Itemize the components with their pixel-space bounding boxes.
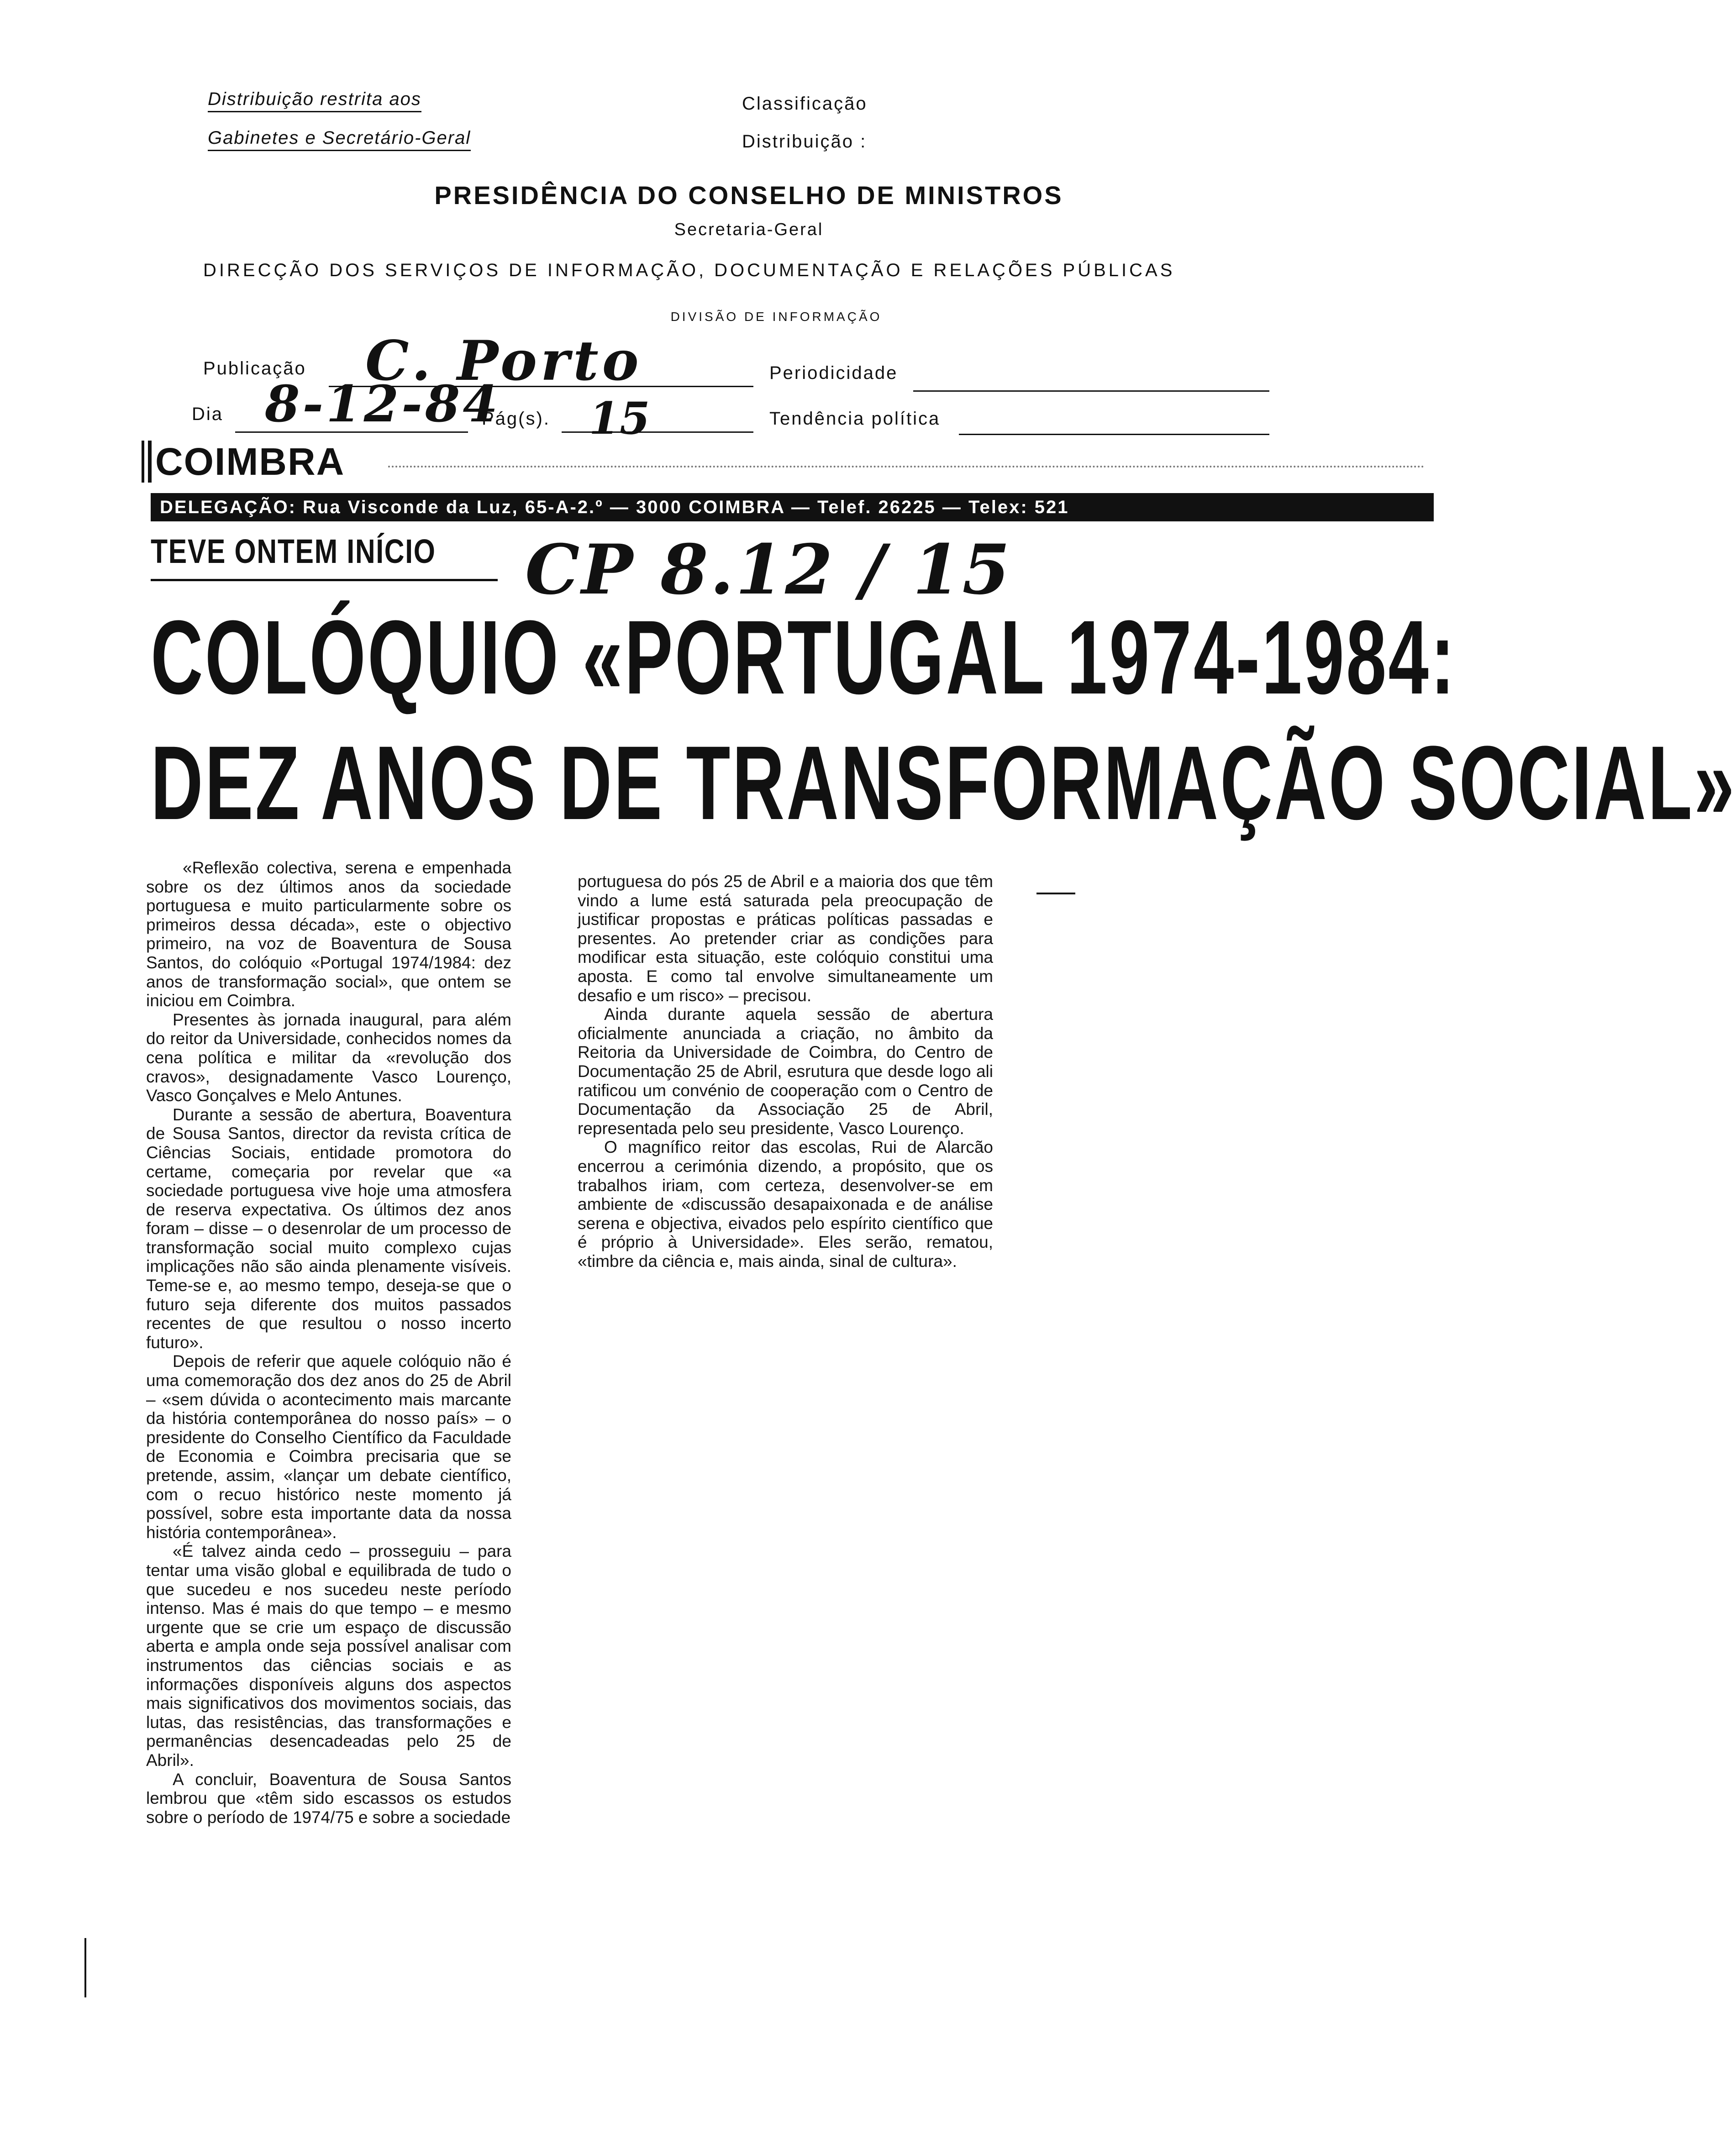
delegacao-bar: DELEGAÇÃO: Rua Visconde da Luz, 65-A-2.º — 3000 COIMBRA — Telef. 26225 — Telex: 521 <box>151 493 1434 521</box>
distribution-restricted-line1: Distribuição restrita aos <box>208 89 421 110</box>
headline-line2: DEZ ANOS DE TRANSFORMAÇÃO SOCIAL» <box>151 724 1736 841</box>
handwritten-reference: CP 8.12 / 15 <box>525 530 1012 610</box>
paragraph: Durante a sessão de abertura, Boaventura de Sousa Santos, director da revista crítica de Ciências Sociais, entidade promotora do certame, começaria por revelar que «a sociedade portuguesa vive hoje uma atmosfera de reserva expectativa. Os últimos dez anos foram – disse – o desenrolar de um processo de transformação social muito complexo cujas implicações não são ainda plenamente visíveis. Teme-se e, ao mesmo tempo, deseja-se que o futuro seja diferente dos muitos passados recentes de que resultou o nosso incerto futuro». <box>146 1105 511 1352</box>
periodicidade-line <box>913 390 1269 392</box>
distribuicao-label: Distribuição : <box>742 131 867 152</box>
clipping-dotted-border <box>388 466 1425 468</box>
kicker-underline <box>151 579 498 581</box>
paragraph: portuguesa do pós 25 de Abril e a maioria dos que têm vindo a lume está saturada pela preocupação de justificar propostas e práticas políticas passadas e presentes. Ao pretender criar as condições para modificar esta situação, este colóquio constitui uma aposta. E como tal envolve simultaneamente um desafio e um risco» – precisou. <box>578 872 993 1005</box>
classificacao-label: Classificação <box>742 94 868 114</box>
pags-handwritten: 15 <box>589 393 650 444</box>
paragraph: Depois de referir que aquele colóquio não é uma comemoração dos dez anos do 25 de Abril – «sem dúvida o acontecimento mais marcante da história contemporânea do nosso país» – o presidente do Conselho Científico da Faculdade de Economia e Coimbra precisaria que se pretende, assim, «lançar um debate científico, com o recuo histórico neste momento já possível, sobre esta importante data da nossa história contemporânea». <box>146 1352 511 1542</box>
paragraph: O magnífico reitor das escolas, Rui de Alarcão encerrou a cerimónia dizendo, a propósito, que os trabalhos iriam, com certeza, desenvolver-se em ambiente de «discussão desapaixonada e de análise serena e objectiva, eivados pelo espírito científico que é próprio à Universidade». Eles serão, rematou, «timbre da ciência e, mais ainda, sinal de cultura». <box>578 1138 993 1271</box>
scan-artifact-left-edge <box>84 1938 86 1997</box>
pags-label: Pág(s). <box>482 409 550 429</box>
direccao-servicos: DIRECÇÃO DOS SERVIÇOS DE INFORMAÇÃO, DOCUMENTAÇÃO E RELAÇÕES PÚBLICAS <box>203 260 1175 280</box>
scan-artifact-dash <box>1036 893 1075 894</box>
paragraph: «Reflexão colectiva, serena e empenhada sobre os dez últimos anos da sociedade portuguesa e muito particularmente sobre os primeiros dessa década», este o objectivo primeiro, na voz de Boaventura de Sousa Santos, do colóquio «Portugal 1974/1984: dez anos de transformação social», que ontem se iniciou em Coimbra. <box>146 858 511 1010</box>
paragraph: Ainda durante aquela sessão de abertura oficialmente anunciada a criação, no âmbito da Reitoria da Universidade de Coimbra, do Centro de Documentação 25 de Abril, esrutura que desde logo ali ratificou um convénio de cooperação com o Centro de Documentação da Associação 25 de Abril, representada pelo seu presidente, Vasco Lourenço. <box>578 1005 993 1138</box>
tendencia-label: Tendência política <box>769 409 941 429</box>
article-column-1 <box>146 858 511 1827</box>
headline-line1: COLÓQUIO «PORTUGAL 1974-1984: <box>151 599 1457 716</box>
article-column-2 <box>578 872 993 1271</box>
presidencia-title: PRESIDÊNCIA DO CONSELHO DE MINISTROS <box>434 181 1063 210</box>
kicker: TEVE ONTEM INÍCIO <box>151 532 436 570</box>
distribution-restricted-line2: Gabinetes e Secretário-Geral <box>208 128 471 148</box>
paragraph: Presentes às jornada inaugural, para além do reitor da Universidade, conhecidos nomes da cena política e militar da «revolução dos cravos», designadamente Vasco Lourenço, Vasco Gonçalves e Melo Antunes. <box>146 1010 511 1105</box>
tendencia-line <box>959 434 1269 435</box>
publicacao-handwritten: C. Porto <box>365 329 642 393</box>
section-header-coimbra: COIMBRA <box>142 441 420 483</box>
secretaria-geral: Secretaria-Geral <box>674 220 824 239</box>
publicacao-label: Publicação <box>203 358 306 378</box>
paragraph: «É talvez ainda cedo – prosseguiu – para tentar uma visão global e equilibrada de tudo o que sucedeu e nos sucedeu neste período intenso. Mas é mais do que tempo – e mesmo urgente que se crie um espaço de discussão aberta e ampla onde seja possível analisar com instrumentos das ciências sociais e as informações disponíveis alguns dos aspectos mais significativos dos movimentos sociais, das lutas, das resistências, das transformações e permanências desencadeadas pelo 25 de Abril». <box>146 1542 511 1770</box>
dia-handwritten: 8-12-84 <box>265 374 500 433</box>
dia-label: Dia <box>192 404 224 424</box>
divisao-informacao: DIVISÃO DE INFORMAÇÃO <box>670 310 882 324</box>
periodicidade-label: Periodicidade <box>769 363 898 383</box>
paragraph: A concluir, Boaventura de Sousa Santos lembrou que «têm sido escassos os estudos sobre o período de 1974/75 e sobre a sociedade <box>146 1770 511 1827</box>
